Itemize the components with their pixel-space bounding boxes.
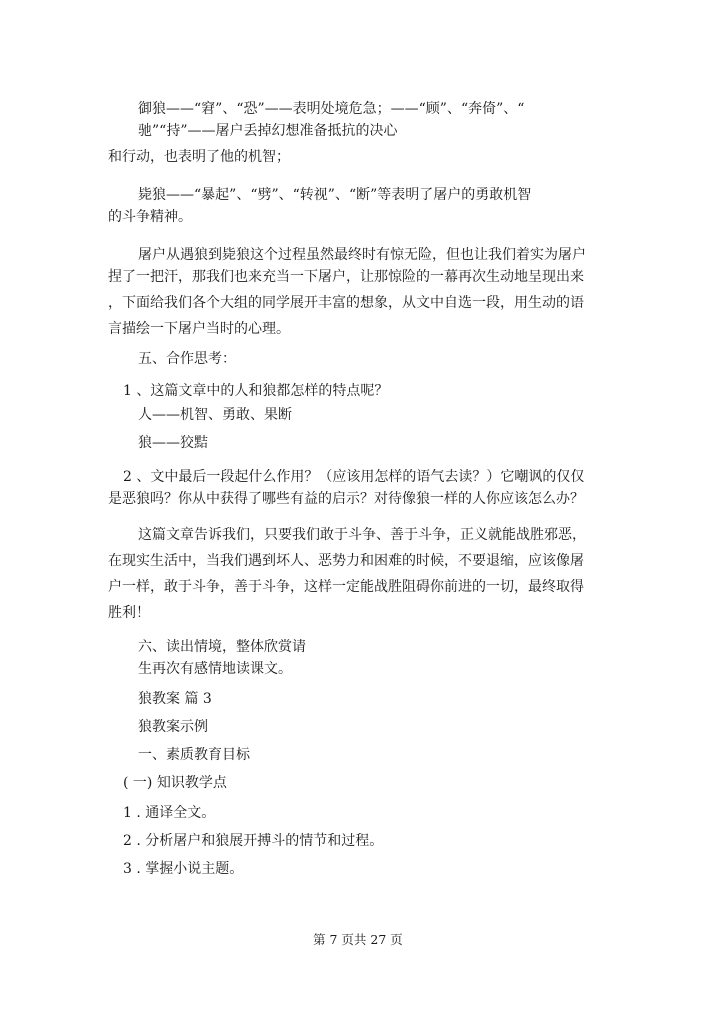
subsection-heading: ( 一) 知识教学点: [123, 775, 227, 791]
paragraph-line: 毙狼——“暴起”、“劈”、“转视”、“断”等表明了屠户的勇敢机智: [138, 187, 532, 203]
paragraph-line: 在现实生活中，当我们遇到坏人、恶势力和困难的时候，不要退缩，应该像屠: [108, 553, 584, 569]
paragraph-line: 胜利！: [108, 605, 150, 621]
article-title: 狼教案 篇 3: [138, 691, 212, 707]
paragraph-line: 驰”“持”——屠户丢掉幻想准备抵抗的决心: [138, 123, 398, 139]
paragraph-line: 御狼——“窘”、“恐”——表明处境危急；——“顾”、“奔倚”、“: [138, 101, 525, 117]
question-line: 是恶狼吗？你从中获得了哪些有益的启示？对待像狼一样的人你应该怎么办？: [108, 491, 584, 507]
section-heading: 六、读出情境，整体欣赏请: [138, 639, 306, 655]
list-item: 3 . 掌握小说主题。: [123, 861, 244, 877]
paragraph-line: ，下面给我们各个大组的同学展开丰富的想象，从文中自选一段，用生动的语: [108, 295, 584, 311]
answer-line: 狼——狡黠: [138, 435, 208, 451]
paragraph-line: 屠户从遇狼到毙狼这个过程虽然最终时有惊无险，但也让我们着实为屠户: [138, 247, 586, 263]
list-item: 2 . 分析屠户和狼展开搏斗的情节和过程。: [123, 833, 384, 849]
section-heading: 一、素质教育目标: [138, 747, 250, 763]
section-heading: 五、合作思考：: [138, 351, 236, 367]
list-item: 1 . 通译全文。: [123, 805, 216, 821]
page-number: 第 7 页共 27 页: [313, 932, 403, 947]
paragraph-line: 和行动，也表明了他的机智；: [108, 149, 290, 165]
article-subtitle: 狼教案示例: [138, 719, 208, 735]
paragraph-line: 捏了一把汗，那我们也来充当一下屠户，让那惊险的一幕再次生动地呈现出来: [108, 269, 584, 285]
question-line: 2 、文中最后一段起什么作用？（应该用怎样的语气去读？）它嘲讽的仅仅: [123, 469, 585, 485]
paragraph-line: 的斗争精神。: [108, 209, 192, 225]
paragraph-line: 这篇文章告诉我们，只要我们敢于斗争、善于斗争，正义就能战胜邪恶，: [138, 527, 586, 543]
paragraph-line: 生再次有感情地读课文。: [138, 661, 292, 677]
question-line: 1 、这篇文章中的人和狼都怎样的特点呢？: [123, 383, 389, 399]
paragraph-line: 言描绘一下屠户当时的心理。: [108, 321, 290, 337]
paragraph-line: 户一样，敢于斗争，善于斗争，这样一定能战胜阻碍你前进的一切，最终取得: [108, 579, 584, 595]
answer-line: 人——机智、勇敢、果断: [138, 407, 292, 423]
